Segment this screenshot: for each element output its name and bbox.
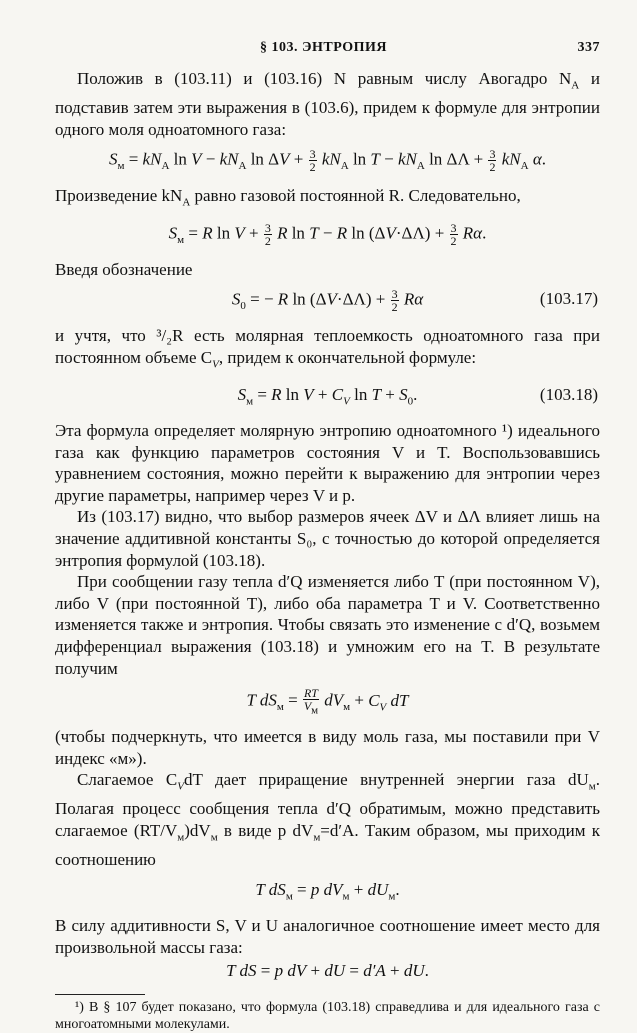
equation-TdS-differential: T $dS_м$ = RT $V_м$ $dV_м + C_V$ dT [246, 686, 409, 717]
equation-entropy-full: $S_м = kN_A$ $\ln V - kN_A$ ln ΔV + $\frac{3}{2}$ $kN_A$ $\ln T - kN_A$ ln ΔΛ + $\frac{3}{2}$ $kN_A$ α. [108, 147, 546, 175]
paragraph-6: Из (103.17) видно, что выбор размеров ячеек ΔV и ΔΛ влияет лишь на значение аддитивной константы S₀, с точностью до которой определяется энтропия формулой (103.18). [55, 507, 600, 570]
equation-entropy-R: $S_м = R$ ln V + $\frac{3}{2}$ R ln T − R ln (ΔV·ΔΛ) + $\frac{3}{2}$ Rα. [168, 220, 487, 248]
paragraph-9: Слагаемое $C_VdT$ дает приращение внутренней энергии газа $dU_м$. Полагая процесс сообщения тепла d′Q обратимым, можно представить слагаемое $(RT/V_м)dV_м$ в виде p $dV_м=d'A$. Таким образом, мы приходим к соотношению [55, 770, 601, 869]
book-page [55, 40, 600, 1033]
paragraph-3: Введя обозначение [55, 259, 193, 279]
paragraph-4: и учтя, что ³/₂R есть молярная теплоемкость одноатомного газа при постоянном объеме $C_V$, придем к окончательной формуле: [55, 326, 600, 371]
paragraph-8: (чтобы подчеркнуть, что имеется в виду моль газа, мы поставили при V индекс «м»). [55, 727, 600, 768]
paragraph-1: Положив в (103.11) и (103.16) N равным числу Авогадро $N_A$ и подставив затем эти выражения в (103.6), придем к формуле для энтропии одного моля одноатомного газа: [55, 69, 600, 139]
footnote-divider [55, 994, 145, 995]
paragraph-5: Эта формула определяет молярную энтропию одноатомного ¹) идеального газа как функцию параметров состояния V и T. Воспользовавшись уравнением состояния, можно перейти к выражению для энтропии через другие параметры, например через V и p. [55, 421, 600, 505]
paragraph-7: При сообщении газу тепла d′Q изменяется либо T (при постоянном V), либо V (при постоянной T), либо оба параметра T и V. Соответственно изменяется также и энтропия. Чтобы связать это изменение с d′Q, возьмем дифференциал выражения (103.18) и умножим его на T. В результате получим [55, 572, 600, 678]
paragraph-2: Произведение $kN_A$ равно газовой постоянной R. Следовательно, [55, 185, 521, 209]
equation-number: (103.18) [539, 384, 598, 404]
equation-TdS-molar: T $dS_м = p$ $dV_м + dU_м$. [255, 879, 400, 902]
equation-103-18: $S_м = R$ $\ln V + C_V$ $\ln T + S_0$. (103.18) [237, 384, 598, 408]
section-title: § 103. ЭНТРОПИЯ [260, 40, 387, 55]
footnote: ¹) В § 107 будет показано, что формула (103.18) справедлива и для идеального газа с многоатомными молекулами. [55, 1000, 600, 1033]
page-number: 337 [577, 40, 600, 55]
equation-number: (103.17) [539, 289, 598, 309]
equation-103-17: $S_0$ = − R ln (ΔV·ΔΛ) + $\frac{3}{2}$ Rα (103.17) [231, 287, 598, 315]
running-header [55, 40, 600, 62]
equation-TdS-general: T dS = p dV + dU = d′A + dU. [226, 961, 429, 981]
paragraph-10: В силу аддитивности S, V и U аналогичное соотношение имеет место для произвольной массы газа: [55, 915, 600, 957]
